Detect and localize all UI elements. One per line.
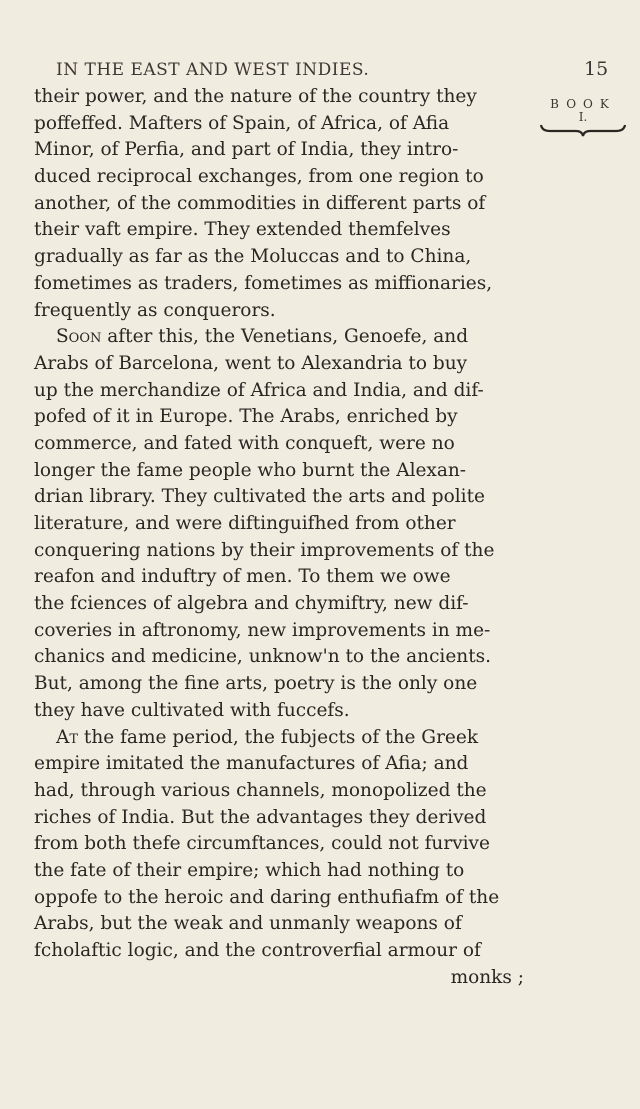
text-line: poffeffed. Mafters of Spain, of Africa, of Afia	[34, 112, 450, 134]
body-text	[34, 84, 524, 991]
text-line: conquering nations by their improvements of the	[34, 539, 495, 561]
text-line: the fciences of algebra and chymiftry, new dif-	[34, 593, 469, 615]
text-line: Arabs of Barcelona, went to Alexandria to buy	[34, 352, 468, 374]
text-line: riches of India. But the advantages they derived	[34, 806, 487, 828]
text-line: literature, and were diftinguifhed from other	[34, 513, 456, 534]
paragraph-start	[34, 324, 524, 351]
text-line: gradually as far as the Moluccas and to China,	[34, 246, 472, 268]
text-line: longer the fame people who burnt the Alexan-	[34, 459, 467, 481]
text-line: they have cultivated with fuccefs.	[34, 699, 350, 721]
text-line: their power, and the nature of the country they	[34, 86, 477, 107]
text-line: drian library. They cultivated the arts and polite	[34, 486, 485, 508]
text-line: from both thefe circumftances, could not furvive	[34, 833, 490, 855]
brace-ornament-icon	[538, 123, 628, 137]
text-line: up the merchandize of Africa and India, and dif-	[34, 379, 484, 401]
text-line: coveries in aftronomy, new improvements in me-	[34, 619, 491, 641]
page-number: 15	[584, 58, 609, 80]
text-line: reafon and induftry of men. To them we owe	[34, 566, 451, 588]
text-line: duced reciprocal exchanges, from one region to	[34, 166, 484, 188]
paragraph-lead-word: Soon	[56, 326, 102, 348]
running-title: IN THE EAST AND WEST INDIES.	[56, 60, 370, 80]
book-number: I.	[578, 110, 588, 124]
text-line: another, of the commodities in different parts of	[34, 192, 486, 214]
text-line: their vaft empire. They extended themfelves	[34, 219, 451, 241]
book-marginal-note	[527, 97, 639, 137]
text-line: Minor, of Perfia, and part of India, they intro-	[34, 139, 459, 161]
text-line: Arabs, but the weak and unmanly weapons of	[34, 913, 462, 935]
text-line: the fame period, the fubjects of the Greek	[78, 726, 479, 748]
text-line: fometimes as traders, fometimes as miffionaries,	[34, 272, 493, 294]
paragraph-lead-word: At	[56, 726, 79, 748]
text-line: empire imitated the manufactures of Afia; and	[34, 753, 469, 775]
text-line: fcholaftic logic, and the controverfial armour of	[34, 940, 481, 961]
text-line: the fate of their empire; which had nothing to	[34, 859, 465, 881]
text-line: chanics and medicine, unknow'n to the ancients.	[34, 646, 492, 668]
text-line: frequently as conquerors.	[34, 299, 276, 321]
text-line: But, among the fine arts, poetry is the only one	[34, 673, 478, 695]
text-line: oppofe to the heroic and daring enthufiafm of the	[34, 886, 500, 908]
text-line: after this, the Venetians, Genoefe, and	[101, 326, 469, 348]
text-line: pofed of it in Europe. The Arabs, enriched by	[34, 406, 458, 428]
paragraph-start	[34, 725, 524, 752]
catchword: monks ;	[450, 966, 524, 988]
text-line: commerce, and fated with conqueft, were no	[34, 432, 455, 454]
text-line: had, through various channels, monopolized the	[34, 779, 487, 801]
book-label: BOOK	[550, 97, 616, 111]
